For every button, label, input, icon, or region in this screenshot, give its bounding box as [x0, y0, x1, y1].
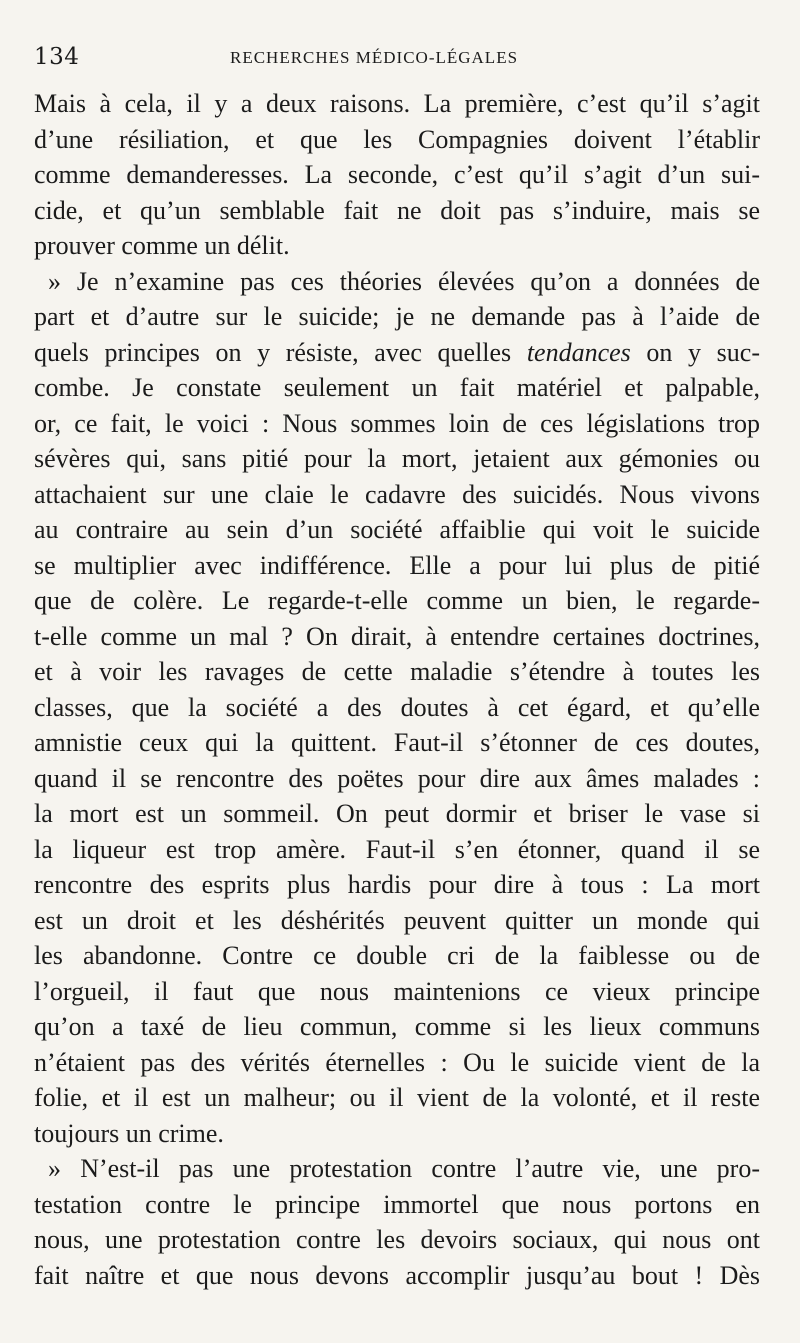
- text-line: [34, 477, 760, 513]
- text-line-segment: » N’est-il pas une protestation contre l’autre vie, une pro-: [48, 1154, 760, 1183]
- text-line-segment: la liqueur est trop amère. Faut-il s’en étonner, quand il se: [34, 834, 760, 864]
- text-line: [34, 122, 760, 158]
- text-line: [34, 903, 760, 939]
- text-line: [34, 512, 760, 548]
- body-text: [34, 86, 760, 1293]
- text-line-segment: cide, et qu’un semblable fait ne doit pas s’induire, mais se: [34, 195, 760, 225]
- text-line-segment: n’étaient pas des vérités éternelles : Ou le suicide vient de la: [34, 1047, 760, 1077]
- text-line-segment: combe. Je constate seulement un fait matériel et palpable,: [34, 373, 760, 402]
- text-line: [34, 335, 760, 371]
- text-line-segment: la mort est un sommeil. On peut dormir et briser le vase si: [34, 799, 760, 828]
- text-line-segment: part et d’autre sur le suicide; je ne demande pas à l’aide de: [34, 302, 760, 331]
- text-line-segment: d’une résiliation, et que les Compagnies doivent l’établir: [34, 124, 760, 154]
- text-line: [34, 299, 760, 335]
- text-line: [34, 832, 760, 868]
- text-line-segment: sévères qui, sans pitié pour la mort, jetaient aux gémonies ou: [34, 444, 760, 473]
- text-line: [34, 1045, 760, 1081]
- text-line-segment: quels principes on y résiste, avec quelles: [34, 337, 527, 367]
- text-line-segment: qu’on a taxé de lieu commun, comme si les lieux communs: [34, 1012, 760, 1041]
- text-line: [34, 867, 760, 903]
- text-line: [34, 938, 760, 974]
- text-line-segment: or, ce fait, le voici : Nous sommes loin de ces législations trop: [34, 408, 760, 438]
- text-line: [34, 193, 760, 229]
- text-line-segment: Mais à cela, il y a deux raisons. La première, c’est qu’il s’agit: [34, 89, 760, 118]
- text-line-segment: » Je n’examine pas ces théories élevées qu’on a données de: [48, 266, 760, 296]
- text-line-segment: fait naître et que nous devons accomplir jusqu’au bout ! Dès: [34, 1260, 760, 1290]
- text-line-segment: folie, et il est un malheur; ou il vient de la volonté, et il reste: [34, 1083, 760, 1112]
- text-line: [34, 796, 760, 832]
- text-line-segment: toujours un crime.: [34, 1118, 224, 1148]
- text-line-segment: nous, une protestation contre les devoirs sociaux, qui nous ont: [34, 1225, 760, 1254]
- text-line: [34, 228, 760, 264]
- text-line: [34, 654, 760, 690]
- text-line: [34, 157, 760, 193]
- text-line-segment: se multiplier avec indifférence. Elle a pour lui plus de pitié: [34, 550, 760, 580]
- text-line: [34, 761, 760, 797]
- text-line: [34, 1222, 760, 1258]
- text-line: [34, 619, 760, 655]
- text-line: [34, 974, 760, 1010]
- text-line-segment: est un droit et les déshérités peuvent quitter un monde qui: [34, 905, 760, 935]
- text-line-segment: rencontre des esprits plus hardis pour dire à tous : La mort: [34, 870, 760, 899]
- text-line-segment: classes, que la société a des doutes à cet égard, et qu’elle: [34, 692, 760, 722]
- text-line: [34, 1116, 760, 1152]
- text-line: [34, 86, 760, 122]
- text-line-segment: et à voir les ravages de cette maladie s’étendre à toutes les: [34, 657, 760, 686]
- text-line-segment: comme demanderesses. La seconde, c’est qu’il s’agit d’un sui-: [34, 160, 760, 189]
- text-line: [34, 1258, 760, 1294]
- text-line: [34, 548, 760, 584]
- text-line-segment: l’orgueil, il faut que nous maintenions ce vieux principe: [34, 976, 760, 1006]
- text-line-segment: on y suc-: [630, 337, 760, 367]
- text-line: [34, 264, 760, 300]
- text-line: [34, 1151, 760, 1187]
- text-line-segment: quand il se rencontre des poëtes pour dire aux âmes malades :: [34, 763, 760, 793]
- text-line: [34, 583, 760, 619]
- text-line: [34, 406, 760, 442]
- text-line: [34, 1080, 760, 1116]
- text-line: [34, 441, 760, 477]
- text-line-segment: au contraire au sein d’un société affaiblie qui voit le suicide: [34, 515, 760, 544]
- running-title: RECHERCHES MÉDICO-LÉGALES: [230, 48, 519, 67]
- text-line: [34, 1187, 760, 1223]
- running-head: [34, 44, 760, 74]
- italic-word: tendances: [526, 337, 631, 367]
- text-line-segment: testation contre le principe immortel que nous portons en: [34, 1189, 760, 1219]
- text-line: [34, 1009, 760, 1045]
- text-line-segment: prouver comme un délit.: [34, 231, 290, 260]
- text-line: [34, 690, 760, 726]
- text-line-segment: les abandonne. Contre ce double cri de la faiblesse ou de: [34, 941, 760, 970]
- page-number: 134: [34, 44, 80, 70]
- text-line-segment: attachaient sur une claie le cadavre des suicidés. Nous vivons: [34, 479, 760, 509]
- text-line: [34, 370, 760, 406]
- text-line-segment: que de colère. Le regarde-t-elle comme un bien, le regarde-: [34, 586, 760, 615]
- text-line-segment: t-elle comme un mal ? On dirait, à entendre certaines doctrines,: [34, 621, 760, 651]
- text-line: [34, 725, 760, 761]
- text-line-segment: amnistie ceux qui la quittent. Faut-il s’étonner de ces doutes,: [34, 728, 760, 757]
